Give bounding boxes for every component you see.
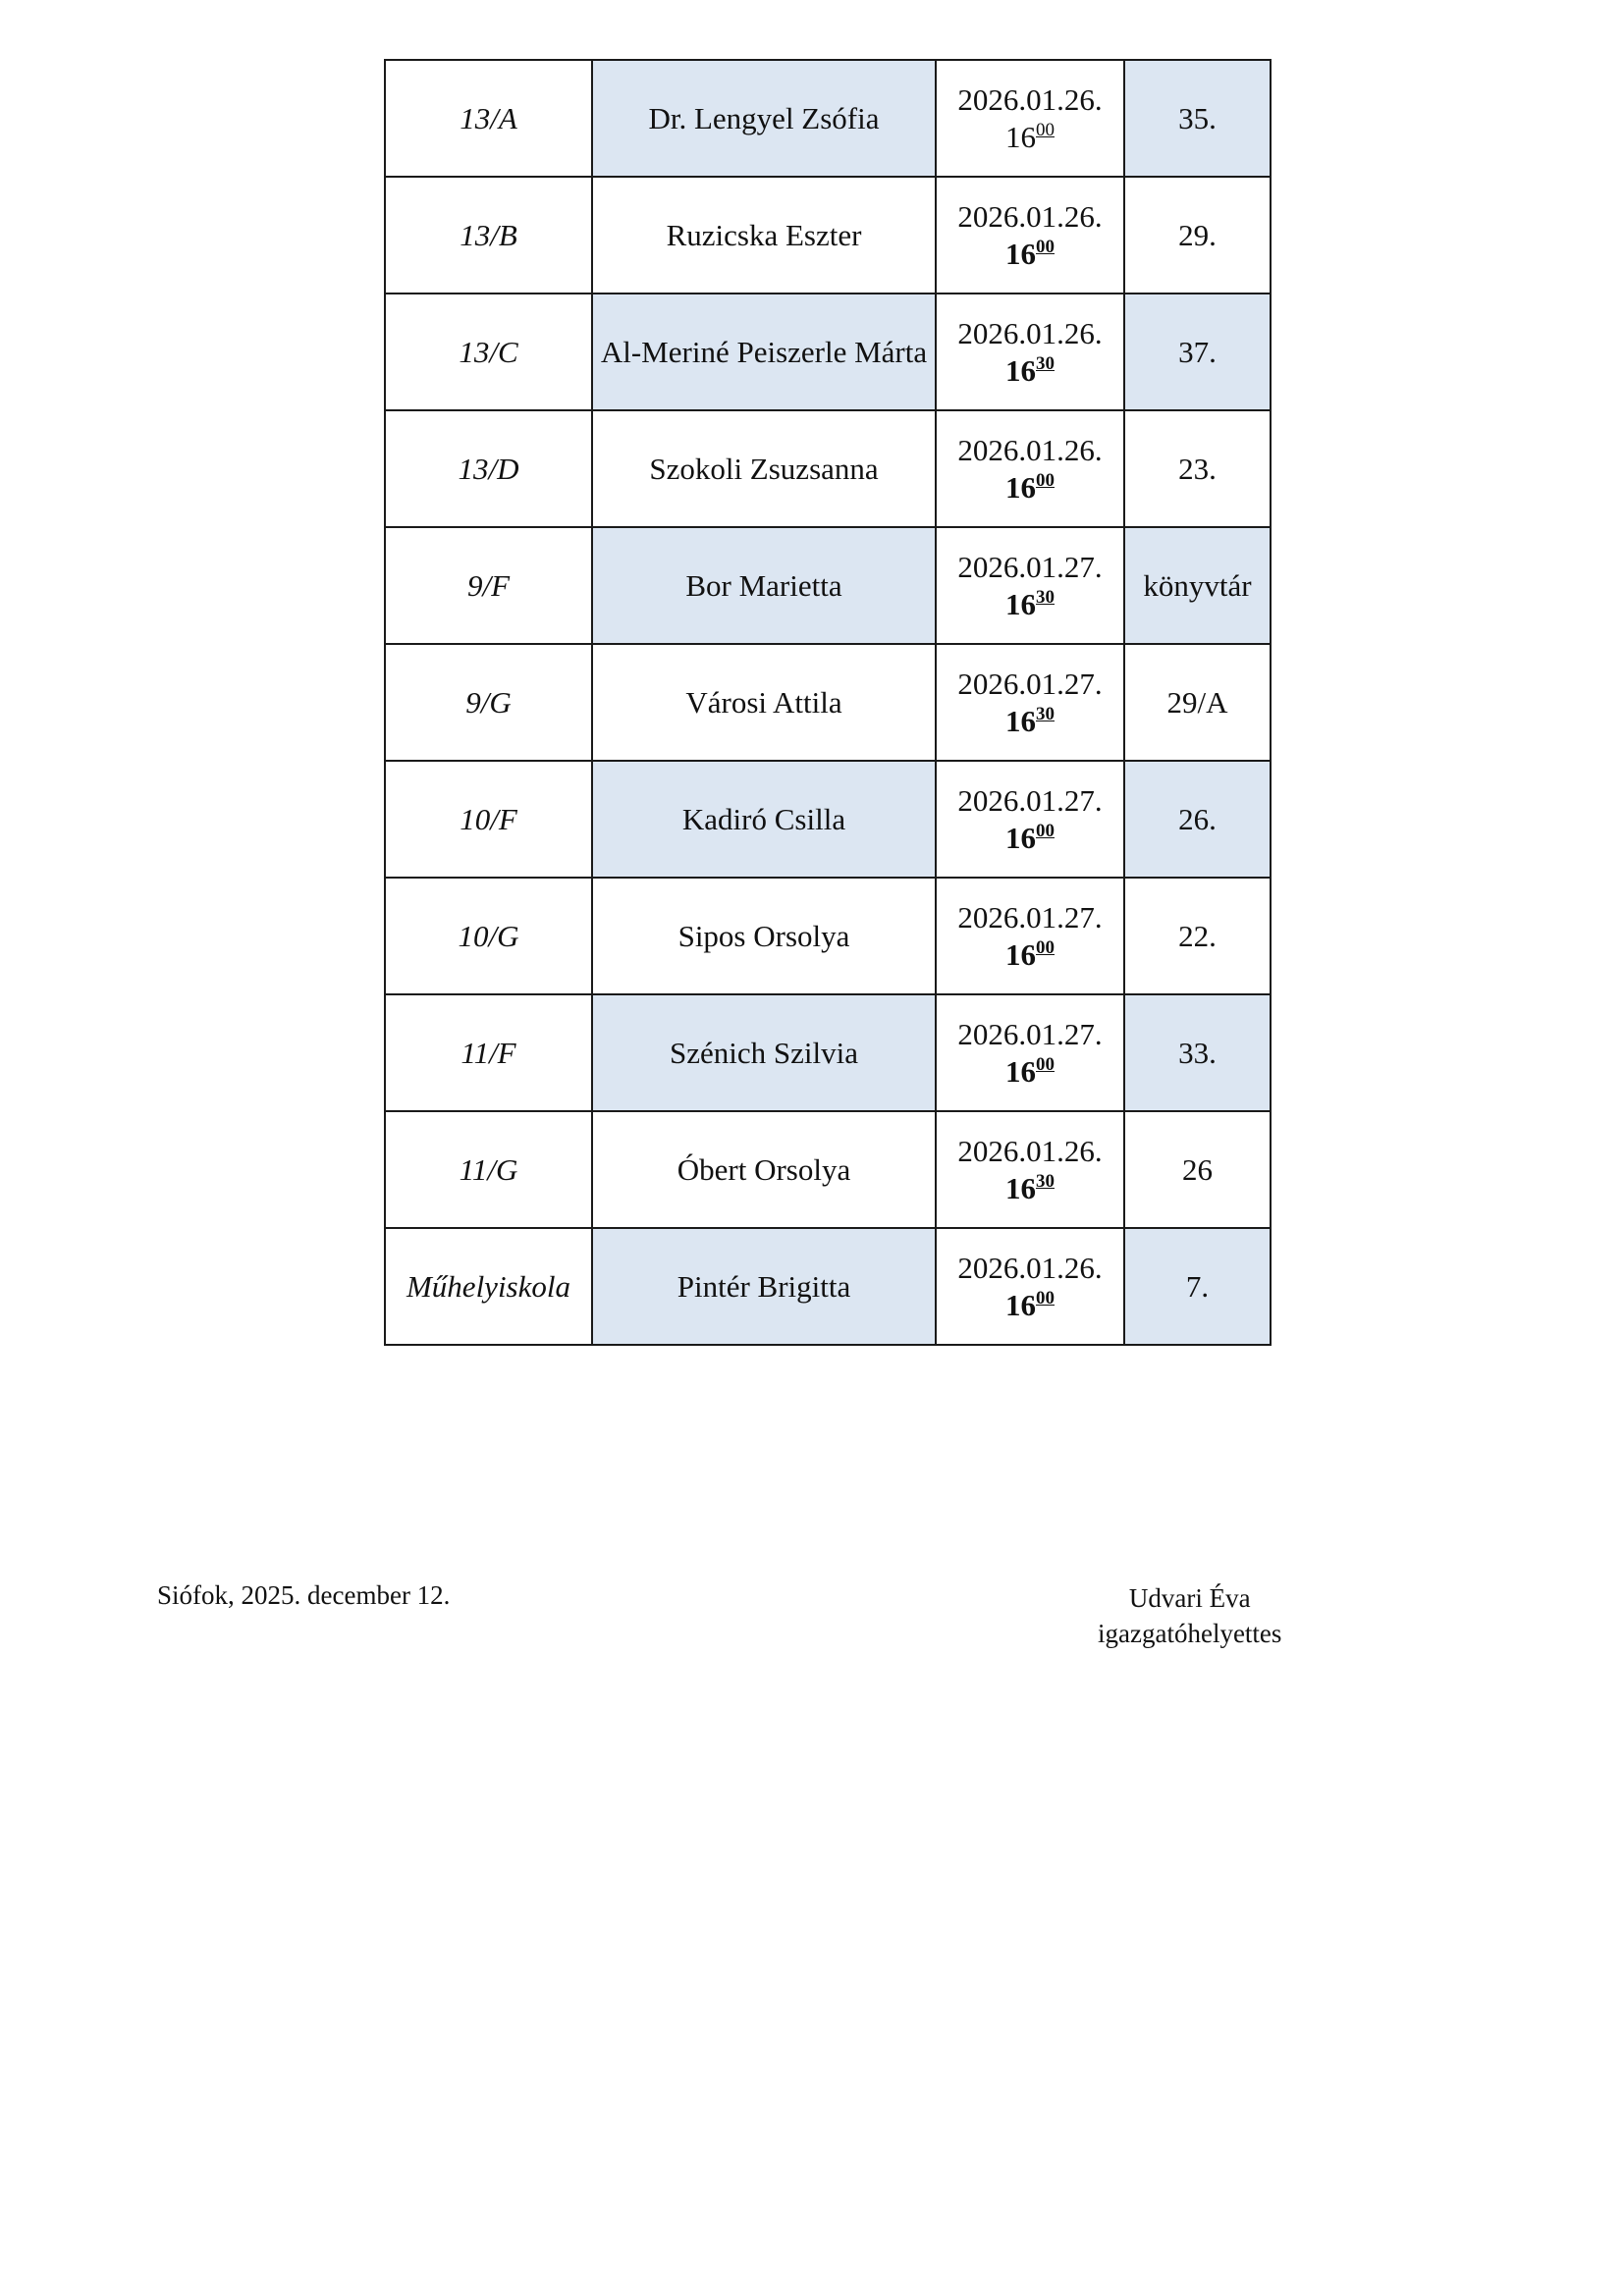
table-row [385, 1228, 1271, 1345]
class-cell: 13/D [385, 410, 592, 527]
class-cell: 13/A [385, 60, 592, 177]
time-minute: 00 [1036, 1053, 1055, 1075]
signer-title: igazgatóhelyettes [1098, 1619, 1282, 1648]
time-text [1005, 353, 1055, 388]
date-time-cell [936, 644, 1124, 761]
time-text [1005, 1054, 1055, 1089]
time-hour: 16 [1005, 936, 1036, 972]
room-cell: 26 [1124, 1111, 1271, 1228]
time-hour: 16 [1005, 469, 1036, 505]
time-minute: 00 [1036, 119, 1055, 140]
date-text: 2026.01.27. [957, 549, 1103, 584]
time-minute: 00 [1036, 236, 1055, 257]
date-text: 2026.01.27. [957, 899, 1103, 934]
time-text [1005, 821, 1055, 855]
date-text: 2026.01.27. [957, 782, 1103, 818]
class-cell: 13/B [385, 177, 592, 294]
class-cell: Műhelyiskola [385, 1228, 592, 1345]
room-cell: 33. [1124, 994, 1271, 1111]
teacher-cell: Szénich Szilvia [592, 994, 936, 1111]
table-row [385, 410, 1271, 527]
time-hour: 16 [1005, 1287, 1036, 1322]
place-date: Siófok, 2025. december 12. [157, 1580, 451, 1610]
date-text: 2026.01.26. [957, 315, 1103, 350]
class-cell: 11/G [385, 1111, 592, 1228]
date-time-cell [936, 994, 1124, 1111]
table-row [385, 60, 1271, 177]
date-time-cell [936, 177, 1124, 294]
teacher-cell: Pintér Brigitta [592, 1228, 936, 1345]
date-time-cell [936, 1228, 1124, 1345]
date-text: 2026.01.27. [957, 1016, 1103, 1051]
time-minute: 30 [1036, 352, 1055, 374]
date-text: 2026.01.26. [957, 1250, 1103, 1285]
room-cell: 23. [1124, 410, 1271, 527]
signature-block [1098, 1580, 1281, 1651]
time-hour: 16 [1005, 703, 1036, 738]
class-cell: 11/F [385, 994, 592, 1111]
teacher-cell: Szokoli Zsuzsanna [592, 410, 936, 527]
time-minute: 00 [1036, 1287, 1055, 1308]
date-time-cell [936, 527, 1124, 644]
time-text [1005, 587, 1055, 621]
table-row [385, 644, 1271, 761]
room-cell: 35. [1124, 60, 1271, 177]
date-time-cell [936, 60, 1124, 177]
date-time-cell [936, 294, 1124, 410]
time-minute: 00 [1036, 820, 1055, 841]
table-row [385, 878, 1271, 994]
teacher-cell: Bor Marietta [592, 527, 936, 644]
time-hour: 16 [1005, 1053, 1036, 1089]
date-text: 2026.01.26. [957, 432, 1103, 467]
table-row [385, 294, 1271, 410]
teacher-cell: Városi Attila [592, 644, 936, 761]
time-text [1005, 704, 1055, 738]
teacher-cell: Kadiró Csilla [592, 761, 936, 878]
time-minute: 30 [1036, 586, 1055, 608]
room-cell: 37. [1124, 294, 1271, 410]
time-text [1005, 1288, 1055, 1322]
room-cell: 29/A [1124, 644, 1271, 761]
class-cell: 10/G [385, 878, 592, 994]
table-row [385, 177, 1271, 294]
room-cell: 22. [1124, 878, 1271, 994]
time-minute: 00 [1036, 469, 1055, 491]
time-text [1005, 937, 1055, 972]
time-hour: 16 [1005, 1170, 1036, 1205]
time-hour: 16 [1005, 586, 1036, 621]
date-time-cell [936, 410, 1124, 527]
teacher-cell: Dr. Lengyel Zsófia [592, 60, 936, 177]
room-cell: 29. [1124, 177, 1271, 294]
signer-name: Udvari Éva [1128, 1583, 1251, 1613]
table-row [385, 1111, 1271, 1228]
time-text [1005, 470, 1055, 505]
time-minute: 00 [1036, 936, 1055, 958]
room-cell: könyvtár [1124, 527, 1271, 644]
date-time-cell [936, 878, 1124, 994]
teacher-cell: Sipos Orsolya [592, 878, 936, 994]
room-cell: 7. [1124, 1228, 1271, 1345]
time-minute: 30 [1036, 1170, 1055, 1192]
time-hour: 16 [1005, 352, 1036, 388]
table-row [385, 994, 1271, 1111]
time-hour: 16 [1005, 820, 1036, 855]
date-text: 2026.01.26. [957, 81, 1103, 117]
date-time-cell [936, 761, 1124, 878]
date-text: 2026.01.26. [957, 1133, 1103, 1168]
teacher-cell: Ruzicska Eszter [592, 177, 936, 294]
class-cell: 9/F [385, 527, 592, 644]
date-time-cell [936, 1111, 1124, 1228]
room-cell: 26. [1124, 761, 1271, 878]
time-hour: 16 [1005, 236, 1036, 271]
class-cell: 9/G [385, 644, 592, 761]
table-row [385, 527, 1271, 644]
teacher-cell: Al-Meriné Peiszerle Márta [592, 294, 936, 410]
schedule-table [384, 59, 1272, 1346]
time-text [1005, 120, 1055, 154]
class-cell: 13/C [385, 294, 592, 410]
teacher-cell: Óbert Orsolya [592, 1111, 936, 1228]
time-text [1005, 237, 1055, 271]
date-text: 2026.01.27. [957, 666, 1103, 701]
table-row [385, 761, 1271, 878]
class-cell: 10/F [385, 761, 592, 878]
date-text: 2026.01.26. [957, 198, 1103, 234]
time-hour: 16 [1005, 119, 1036, 154]
time-minute: 30 [1036, 703, 1055, 724]
time-text [1005, 1171, 1055, 1205]
